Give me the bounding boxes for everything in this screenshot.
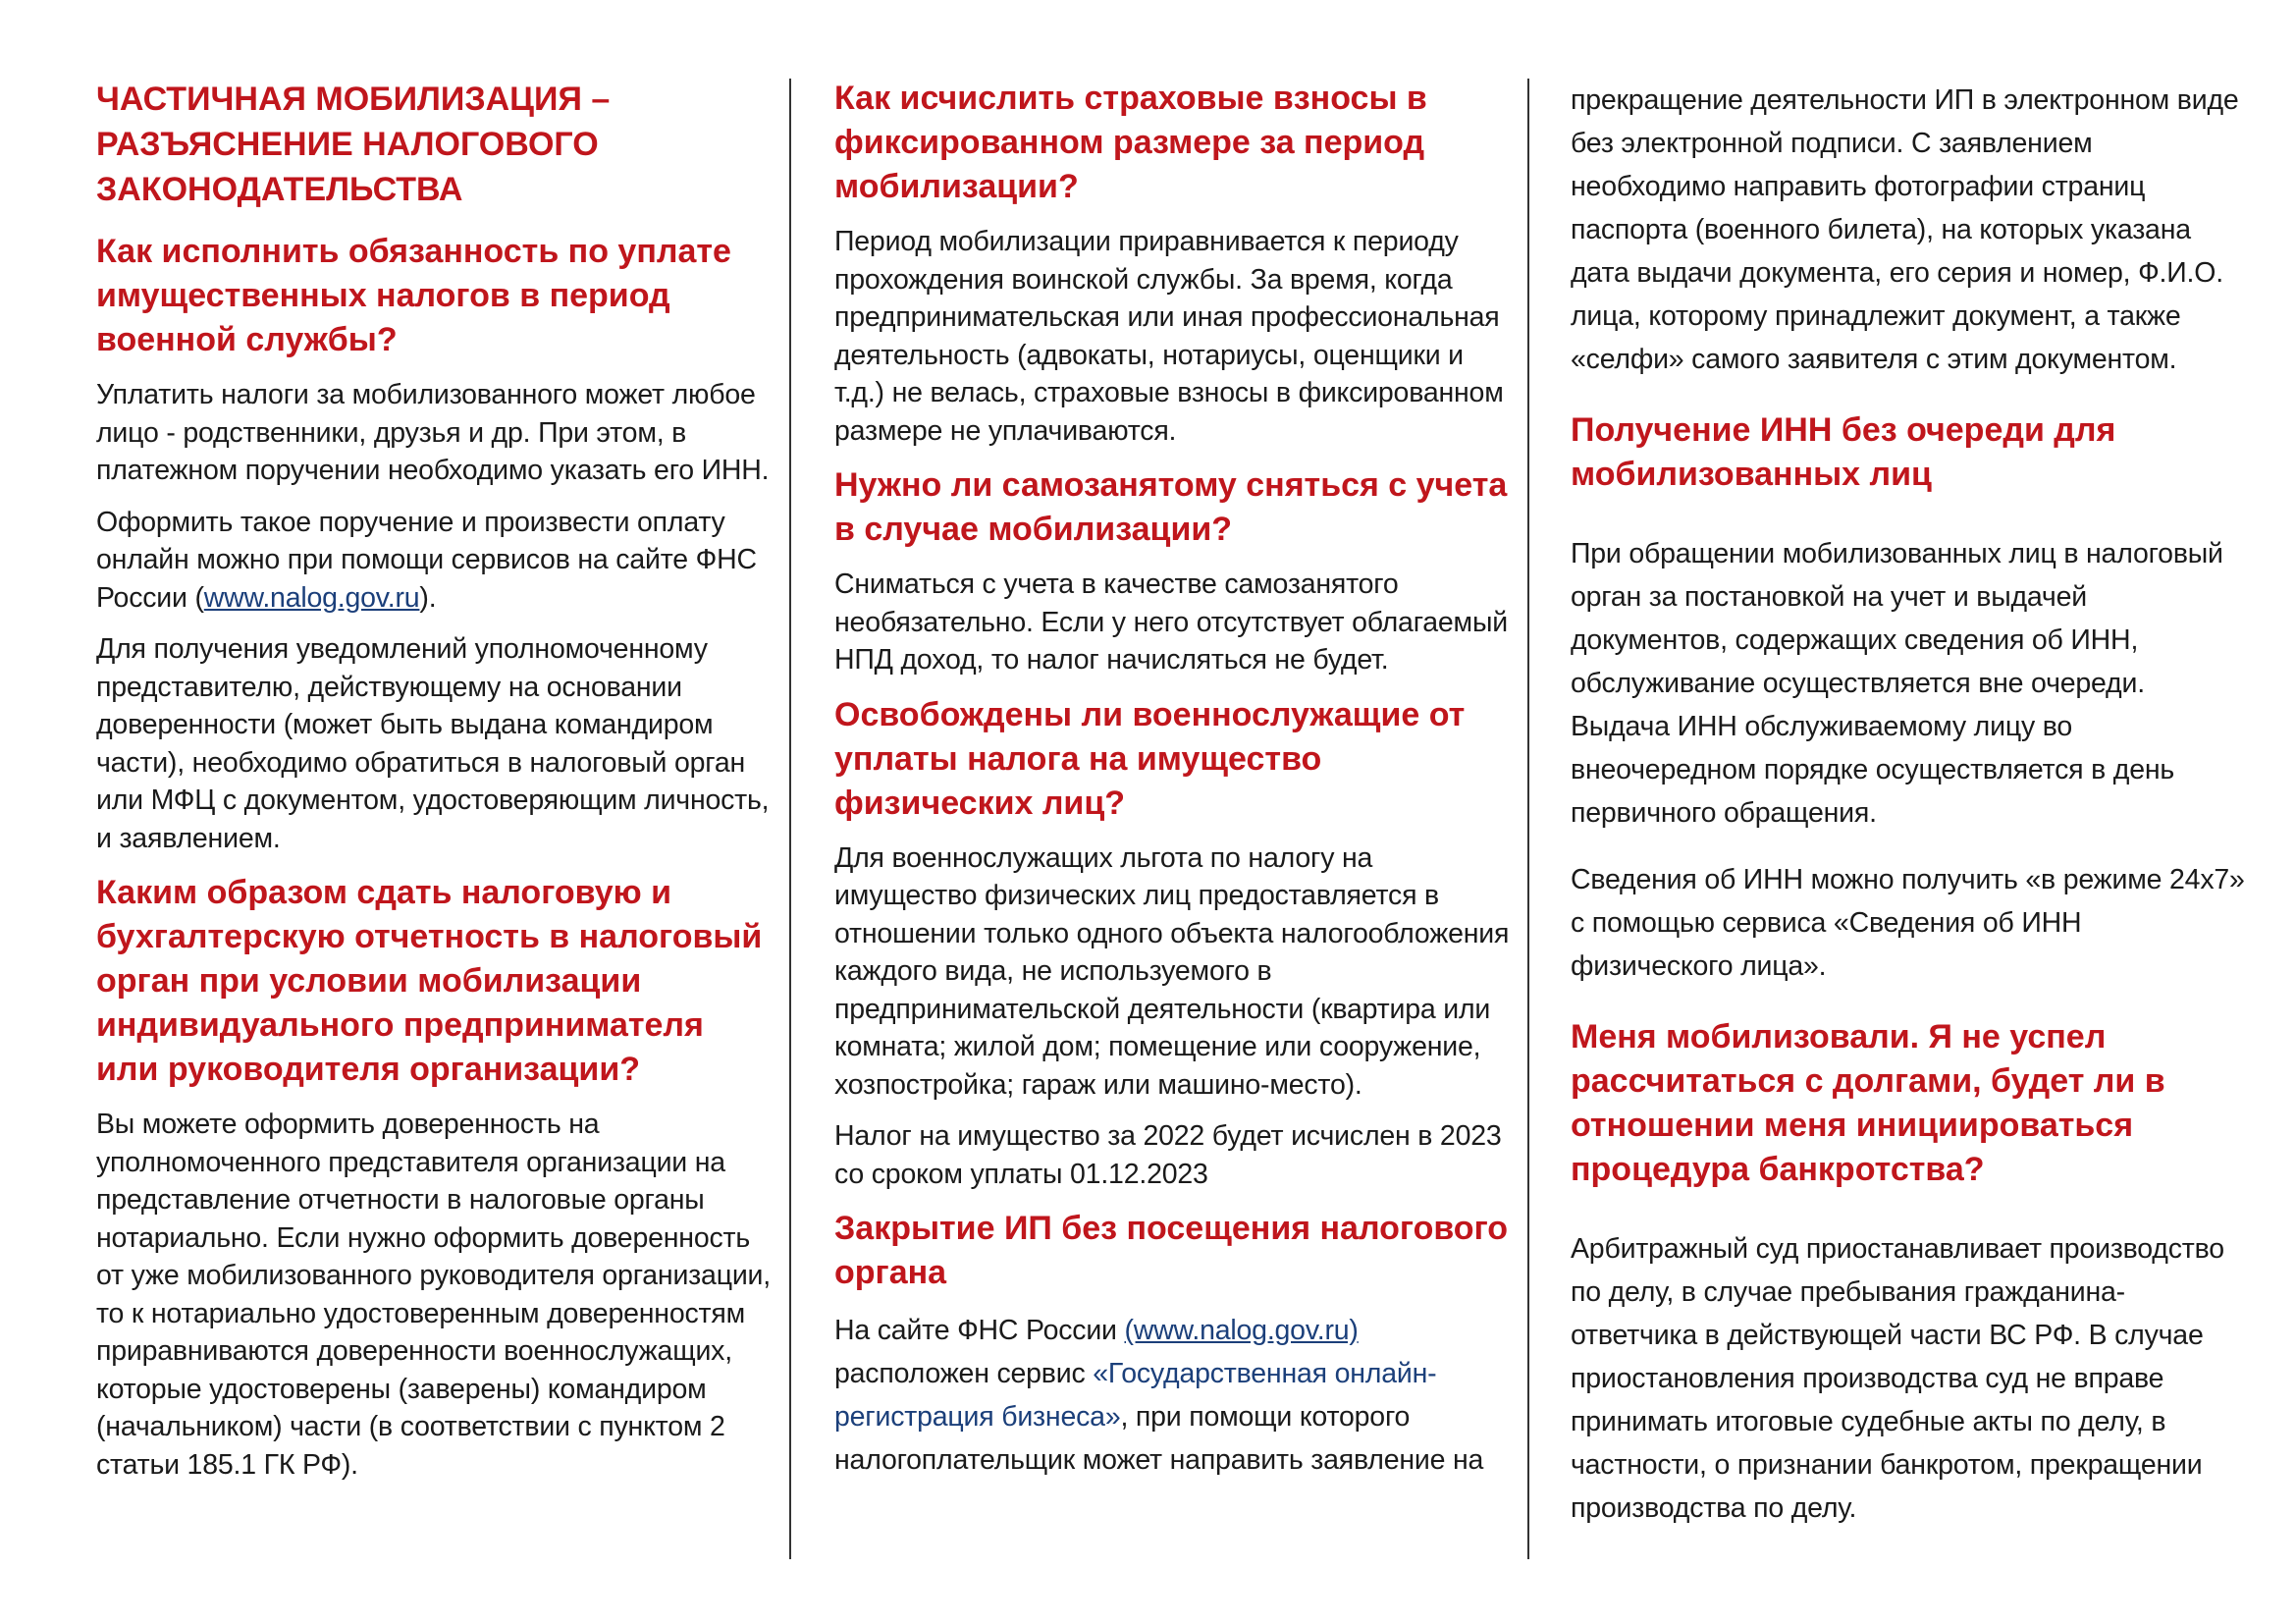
question-insurance: Как исчислить страховые взносы в фиксированном размере за период мобилизации?	[834, 80, 1427, 205]
answer-notifications: Для получения уведомлений уполномоченному представителю, действующему на основании доверенности (может быть выдана командиром части), необходимо обратиться в налоговый орган или МФЦ с документом, удостоверяющим личность, и заявлением.	[96, 633, 770, 854]
answer-property-tax: Уплатить налоги за мобилизованного может любое лицо - родственники, друзья и др. При этом, в платежном поручении необходимо указать его ИНН.	[96, 379, 770, 486]
answer-online-payment-pre: Оформить такое поручение и произвести оплату онлайн можно при помощи сервисов на сайте ФНС России (	[96, 506, 757, 614]
answer-close-ip-pre: На сайте ФНС России	[834, 1315, 1125, 1346]
question-military-exemption: Освобождены ли военнослужащие от уплаты налога на имущество физических лиц?	[834, 695, 1466, 822]
question-close-ip: Закрытие ИП без посещения налогового органа	[834, 1210, 1509, 1291]
question-self-employed: Нужно ли самозанятому сняться с учета в случае мобилизации?	[834, 466, 1508, 548]
nalog-link[interactable]: www.nalog.gov.ru	[203, 581, 420, 614]
answer-close-ip	[834, 1309, 1512, 1482]
answer-reporting: Вы можете оформить доверенность на уполномоченного представителя организации на представление отчетности в налоговые органы нотариально. Если нужно оформить доверенность от уже мобилизованного руководителя организации, то к нотариально удостоверенным доверенностям приравниваются доверенности военнослужащих, которые удостоверены (заверены) командиром (начальником) части (в соответствии с пунктом 2 статьи 185.1 ГК РФ).	[96, 1109, 771, 1481]
question-property-tax: Как исполнить обязанность по уплате имущественных налогов в период военной службы?	[96, 233, 731, 358]
column-1	[96, 77, 774, 1497]
answer-close-ip-mid: расположен сервис	[834, 1358, 1094, 1389]
column-divider-2	[1527, 79, 1529, 1559]
question-reporting: Каким образом сдать налоговую и бухгалтерскую отчетность в налоговый орган при условии мобилизации индивидуального предпринимателя или руководителя организации?	[96, 874, 763, 1088]
question-inn: Получение ИНН без очереди для мобилизованных лиц	[1571, 411, 2116, 493]
column-3	[1571, 79, 2248, 1553]
answer-military-exemption: Для военнослужащих льгота по налогу на имущество физических лиц предоставляется в отношении только одного объекта налогообложения каждого вида, не используемого в предпринимательской деятельности (квартира или комната; жилой дом; помещение или сооружение, хозпостройка; гараж или машино-место).	[834, 841, 1510, 1101]
nalog-link-2[interactable]: (www.nalog.gov.ru)	[1124, 1315, 1359, 1346]
column-divider-1	[789, 79, 791, 1559]
answer-close-ip-continued: прекращение деятельности ИП в электронном виде без электронной подписи. С заявлением необходимо направить фотографии страниц паспорта (военного билета), на которых указана дата выдачи документа, его серия и номер, Ф.И.О. лица, которому принадлежит документ, а также «селфи» самого заявителя с этим документом.	[1571, 84, 2239, 375]
answer-inn: При обращении мобилизованных лиц в налоговый орган за постановкой на учет и выдачей документов, содержащих сведения об ИНН, обслуживание осуществляется вне очереди. Выдача ИНН обслуживаемому лицу во внеочередном порядке осуществляется в день первичного обращения.	[1571, 538, 2223, 829]
answer-tax-deadline: Налог на имущество за 2022 будет исчислен в 2023 со сроком уплаты 01.12.2023	[834, 1120, 1502, 1190]
column-2	[834, 77, 1512, 1495]
answer-inn-online: Сведения об ИНН можно получить «в режиме 24х7» с помощью сервиса «Сведения об ИНН физического лица».	[1571, 864, 2245, 982]
page-title: ЧАСТИЧНАЯ МОБИЛИЗАЦИЯ – РАЗЪЯСНЕНИЕ НАЛОГОВОГО ЗАКОНОДАТЕЛЬСТВА	[96, 81, 611, 208]
answer-online-payment-post: ).	[419, 581, 437, 614]
answer-online-payment	[96, 504, 774, 618]
answer-insurance: Период мобилизации приравнивается к периоду прохождения воинской службы. За время, когда предпринимательская или иная профессиональная деятельность (адвокаты, нотариусы, оценщики и т.д.) не велась, страховые взносы в фиксированном размере не уплачиваются.	[834, 226, 1504, 447]
answer-bankruptcy: Арбитражный суд приостанавливает производство по делу, в случае пребывания гражданина-ответчика в действующей части ВС РФ. В случае приостановления производства суд не вправе принимать итоговые судебные акты по делу, в частности, о признании банкротом, прекращении производства по делу.	[1571, 1233, 2224, 1524]
answer-self-employed: Сниматься с учета в качестве самозанятого необязательно. Если у него отсутствует облагаемый НПД доход, то налог начисляться не будет.	[834, 568, 1508, 676]
answer-close-ip-post: , при помощи которого налогоплательщик может направить заявление на	[834, 1401, 1484, 1476]
question-bankruptcy: Меня мобилизовали. Я не успел рассчитаться с долгами, будет ли в отношении меня инициироваться процедура банкротства?	[1571, 1018, 2165, 1188]
business-registration-service-link[interactable]: «Государственная онлайн-регистрация бизнеса»	[834, 1358, 1437, 1433]
